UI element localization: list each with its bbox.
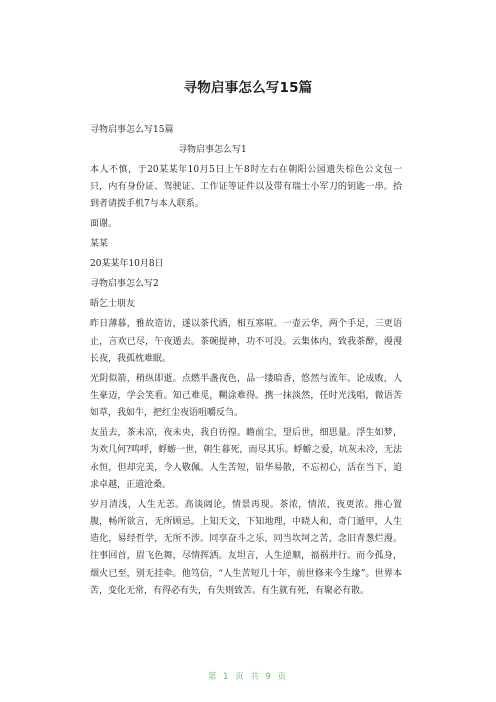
paragraph-body: 岁月清浅，人生无恙。高谈阔论，情景再现。茶浓，情浓，夜更浓。推心置腹，畅所欲言，无所顾忌。上知天文，下知地理，中晓人和，奇门遁甲，人生造化，易经哲学，无所不涉。同享奋斗之乐，同当坎坷之苦，念旧青葱烂漫。往事回首，眉飞色舞，尽情挥洒。友坦言，人生逆顺，福祸并行。而今孤身，烟火已至，别无挂牵。他笃信，“人生苦短几十年，前世修来今生缘”。世界本苦，变化无常，有得必有失，有失则致苦。有生就有死，有聚必有散。 [90,499,402,596]
paragraph-body: 昨日薄暮，雅故造访，遂以茶代酒，相互寒暄。一壶云华，两个手足，三更语止，言欢已尽，午夜遁去。茶碗提神，功不可没。云集体内，致我茶醉，漫漫长夜，我孤枕难眠。 [90,319,402,364]
document-title: 寻物启事怎么写15篇 [183,80,313,96]
paragraph-thanks: 面谢。 [90,219,118,230]
paragraph-subtitle: 寻物启事怎么写15篇 [90,125,174,135]
paragraph-notice-body: 本人不慎，于20某某年10月5日上午8时左右在朝阳公园遗失棕色公文包一只，内有身份证、驾驶证、工作证等证件以及带有瑞士小军刀的钥匙一串。拾到者请拨手机7与本人联系。 [90,165,402,210]
page-number: 第 1 页 共 9 页 [207,672,289,682]
paragraph-body: 友虽去，茶未凉，夜未央，我自彷徨。瞻前尘，望后世，细思量。浮生如梦，为欢几何?鸣呼，蜉蝣一世，朝生暮死，而尽其乐。蜉蝣之爱，坑灰未冷，无法永恒，但却完美，令人敬佩。人生苦短，铅华易散，不忘初心，活在当下，追求卓越，正道沧桑。 [90,428,402,490]
document-body [90,122,402,603]
paragraph-signature: 某某 [90,239,109,250]
paragraph-salutation: 晤乞士朋友 [90,299,136,310]
section-heading-2: 寻物启事怎么写2 [90,279,159,290]
section-heading-1: 寻物启事怎么写1 [178,145,247,155]
paragraph-body: 光阴似箭，稍纵即逝。点燃半盏夜色，品一缕暗香，悠然与流年。论成败，人生豪迈，学会笑看。知己难觅，糊涂难得。携一抹淡然，任时光浅唱，微语苦如草，我如牛，把红尘夜语咀嚼反刍。 [90,373,402,419]
paragraph-date: 20某某年10月8日 [90,259,164,270]
